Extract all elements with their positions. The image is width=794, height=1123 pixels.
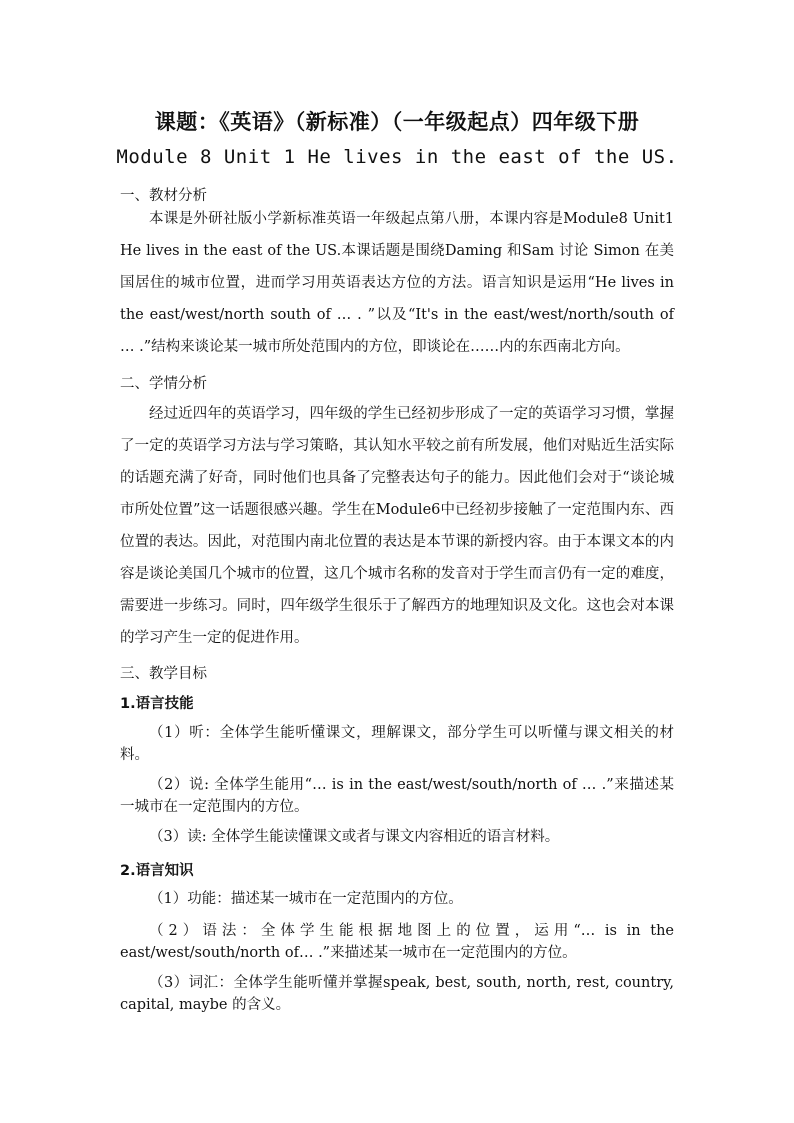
textbook-analysis-paragraph: 本课是外研社版小学新标准英语一年级起点第八册，本课内容是Module8 Unit1 He lives in the east of the US.本课话题是围绕Daming 和Sam 讨论 Simon 在美国居住的城市位置，进而学习用英语表达方位的方法。语言知识是运用“He lives in the east/west/north south of … . ”以及“It's in the east/west/north/south of … .”结构来谈论某一城市所处范围内的方位，即谈论在……内的东西南北方向。 [120, 211, 674, 355]
language-skills-item-1: （1）听：全体学生能听懂课文，理解课文，部分学生可以听懂与课文相关的材料。 [120, 725, 674, 763]
page-title: 课题：《英语》（新标准）（一年级起点）四年级下册 [154, 110, 640, 134]
subsection-heading-language-skills: 1.语言技能 [120, 696, 194, 712]
section-heading-textbook-analysis: 一、教材分析 [120, 188, 207, 204]
language-skills-item-3: （3）读: 全体学生能读懂课文或者与课文内容相近的语言材料。 [149, 829, 560, 845]
subsection-heading-language-knowledge: 2.语言知识 [120, 863, 194, 879]
language-knowledge-item-1: （1）功能：描述某一城市在一定范围内的方位。 [149, 891, 463, 907]
section-heading-teaching-goals: 三、教学目标 [120, 666, 207, 682]
language-knowledge-item-2: （2）语法：全体学生能根据地图上的位置，运用“… is in the east/west/south/north of… .”来描述某一城市在一定范围内的方位。 [120, 923, 674, 961]
section-heading-student-analysis: 二、学情分析 [120, 376, 207, 392]
language-knowledge-item-3: （3）词汇：全体学生能听懂并掌握speak, best, south, north, rest, country, capital, maybe 的含义。 [120, 975, 674, 1013]
page-subtitle: Module 8 Unit 1 He lives in the east of the US. [116, 146, 678, 168]
language-skills-item-2: （2）说: 全体学生能用“… is in the east/west/south/north of … .”来描述某一城市在一定范围内的方位。 [120, 777, 674, 815]
student-analysis-paragraph: 经过近四年的英语学习，四年级的学生已经初步形成了一定的英语学习习惯，掌握了一定的英语学习方法与学习策略，其认知水平较之前有所发展，他们对贴近生活实际的话题充满了好奇，同时他们也具备了完整表达句子的能力。因此他们会对于“谈论城市所处位置”这一话题很感兴趣。学生在Module6中已经初步接触了一定范围内东、西位置的表达。因此，对范围内南北位置的表达是本节课的新授内容。由于本课文本的内容是谈论美国几个城市的位置，这几个城市名称的发音对于学生而言仍有一定的难度，需要进一步练习。同时，四年级学生很乐于了解西方的地理知识及文化。这也会对本课的学习产生一定的促进作用。 [120, 406, 674, 646]
